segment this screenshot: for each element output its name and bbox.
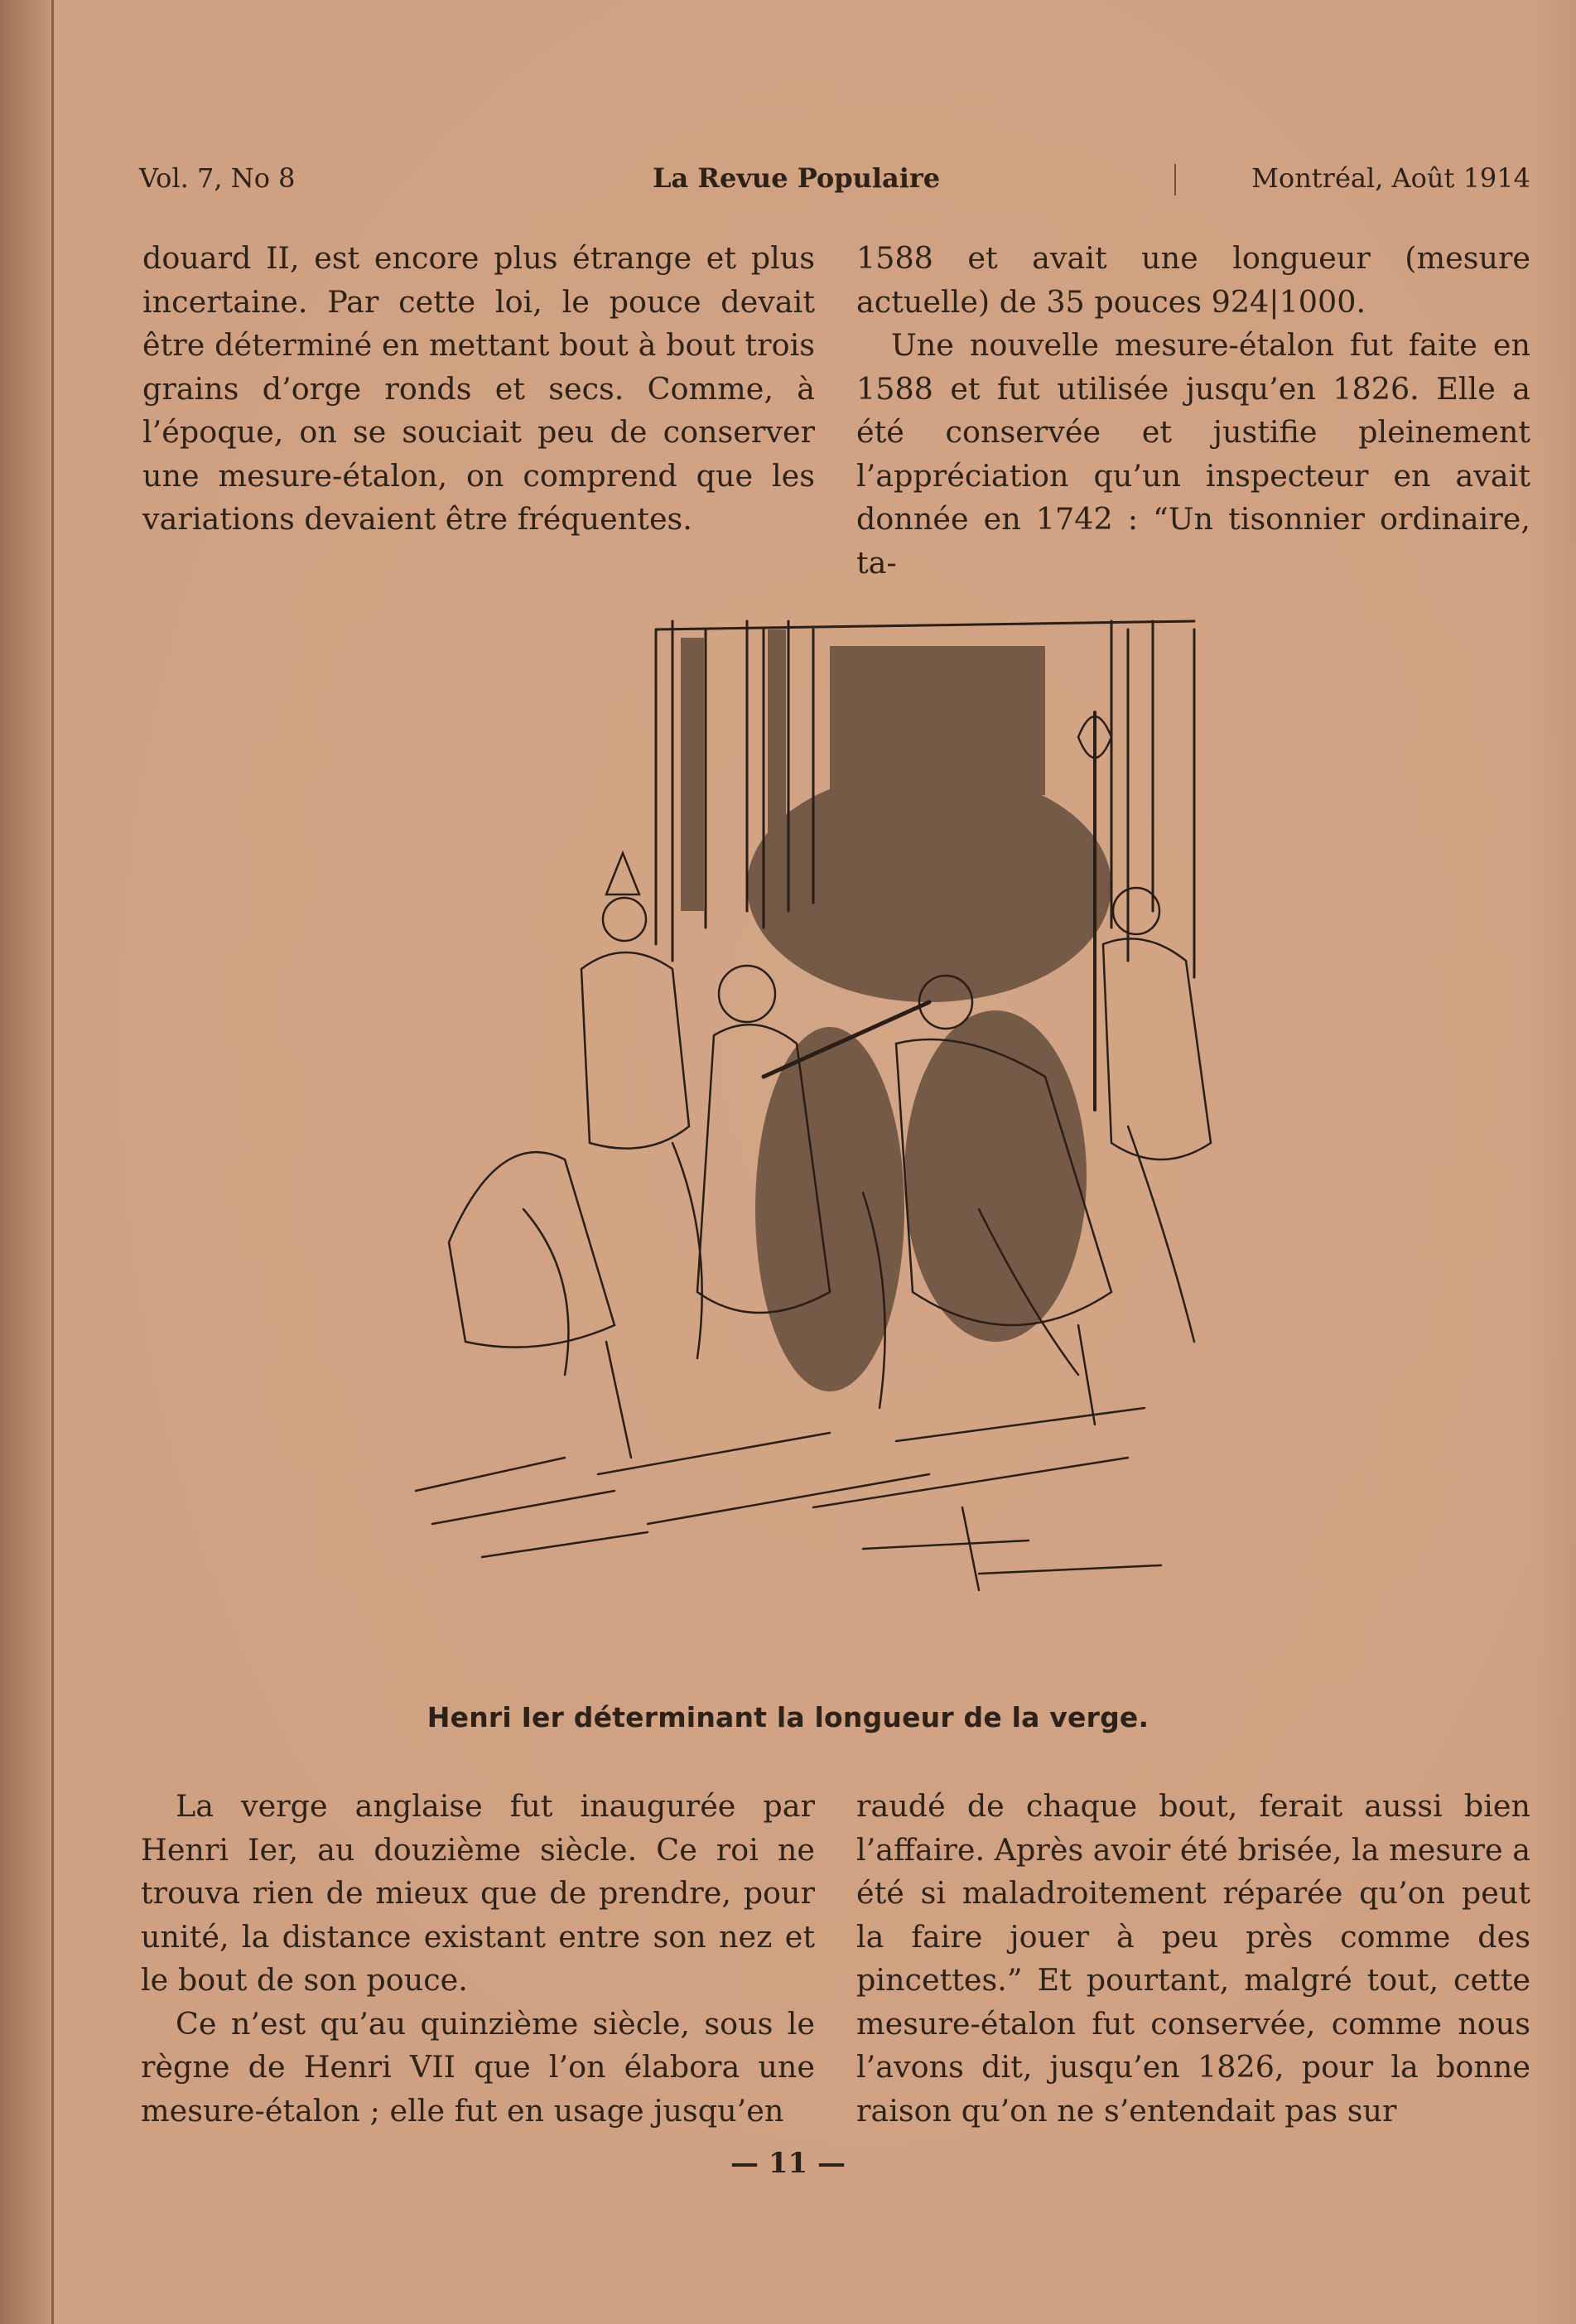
- paragraph: raudé de chaque bout, ferait aussi bien l’affaire. Après avoir été brisée, la mesure a été si maladroitement réparée qu’on peut la faire jouer à peu près comme des pincettes.” Et pourtant, malgré tout, cette mesure-étalon fut conservée, comme nous l’avons dit, jusqu’en 1826, pour la bonne raison qu’on ne s’entendait pas sur: [856, 1788, 1530, 2129]
- place-date: Montréal, Août 1914: [1251, 162, 1530, 194]
- paragraph: douard II, est encore plus étrange et plus incertaine. Par cette loi, le pouce devait être déterminé en mettant bout à bout trois grains d’orge ronds et secs. Comme, à l’époque, on se souciait peu de conserver une mesure-étalon, on comprend que les variations devaient être fréquentes.: [142, 240, 815, 537]
- bottom-left-column: [141, 1785, 815, 2133]
- publication-title: La Revue Populaire: [653, 162, 941, 194]
- paragraph: Ce n’est qu’au quinzième siècle, sous le règne de Henri VII que l’on élabora une mesure-étalon ; elle fut en usage jusqu’en: [141, 2005, 815, 2129]
- header-divider: [1174, 164, 1176, 195]
- bottom-right-column: [856, 1785, 1530, 2133]
- volume-number: Vol. 7, No 8: [139, 162, 296, 194]
- running-header: [139, 162, 1530, 204]
- binding-gutter: [0, 0, 55, 2324]
- paragraph: La verge anglaise fut inaugurée par Henri Ier, au douzième siècle. Ce roi ne trouva rien de mieux que de prendre, pour unité, la distance existant entre son nez et le bout de son pouce.: [141, 1788, 815, 1998]
- paragraph: Une nouvelle mesure-étalon fut faite en 1588 et fut utilisée jusqu’en 1826. Elle a été conservée et justifie pleinement l’appréciation qu’un inspecteur en avait donnée en 1742 : “Un tisonnier ordinaire, ta-: [856, 327, 1530, 581]
- illustration-caption: Henri Ier déterminant la longueur de la verge.: [427, 1701, 1149, 1733]
- paragraph: 1588 et avait une longueur (mesure actuelle) de 35 pouces 924|1000.: [856, 240, 1530, 320]
- top-right-column: [856, 237, 1530, 585]
- binding-edge: [51, 0, 54, 2324]
- page-number: — 11 —: [730, 2147, 846, 2180]
- engraving-illustration: [399, 613, 1269, 1690]
- top-left-column: [142, 237, 815, 542]
